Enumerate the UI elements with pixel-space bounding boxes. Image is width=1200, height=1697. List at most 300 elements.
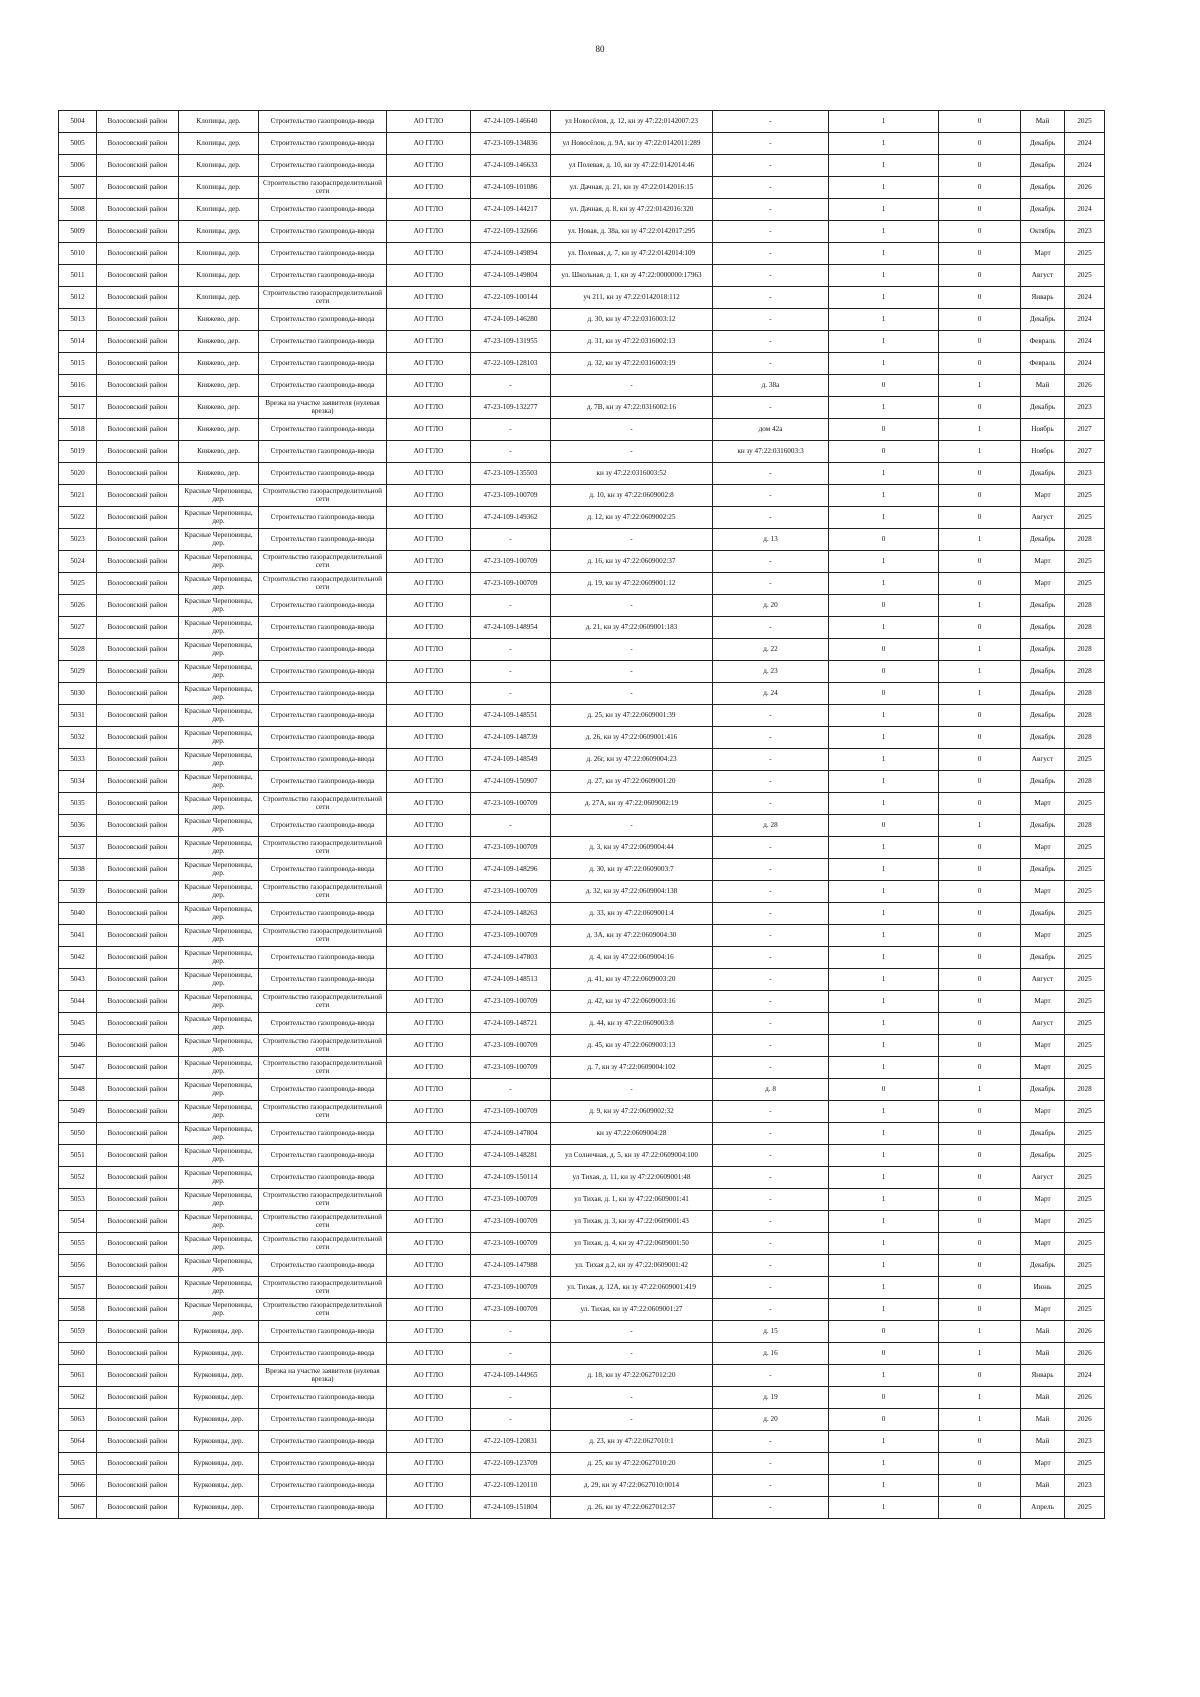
cell-work-type: Строительство газопровода-ввода	[259, 1255, 387, 1277]
cell-month: Май	[1021, 1387, 1065, 1409]
cell-count-a: 0	[829, 1343, 939, 1365]
cell-row-number: 5044	[59, 991, 97, 1013]
cell-address-cadastral: -	[551, 1387, 713, 1409]
cell-settlement: Курковицы, дер.	[179, 1365, 259, 1387]
cell-house-number: д. 15	[713, 1321, 829, 1343]
cell-settlement: Красные Череповицы, дер.	[179, 815, 259, 837]
cell-settlement: Клопицы, дер.	[179, 155, 259, 177]
cell-month: Май	[1021, 1343, 1065, 1365]
cell-row-number: 5053	[59, 1189, 97, 1211]
cell-month: Декабрь	[1021, 683, 1065, 705]
cell-count-a: 1	[829, 199, 939, 221]
table-row	[59, 1035, 1105, 1057]
cell-settlement: Красные Череповицы, дер.	[179, 1233, 259, 1255]
cell-settlement: Княжево, дер.	[179, 419, 259, 441]
cell-house-number: -	[713, 1475, 829, 1497]
cell-count-a: 1	[829, 881, 939, 903]
cell-row-number: 5018	[59, 419, 97, 441]
table-row	[59, 1057, 1105, 1079]
cell-house-number: дом 42а	[713, 419, 829, 441]
cell-year: 2025	[1065, 881, 1105, 903]
cell-work-type: Строительство газопровода-ввода	[259, 441, 387, 463]
cell-month: Декабрь	[1021, 177, 1065, 199]
table-row	[59, 815, 1105, 837]
cell-application-number: 47-23-109-100709	[471, 793, 551, 815]
cell-year: 2025	[1065, 925, 1105, 947]
cell-district: Волосовский район	[97, 859, 179, 881]
cell-application-number: 47-24-109-147804	[471, 1123, 551, 1145]
cell-work-type: Строительство газораспределительной сети	[259, 573, 387, 595]
cell-work-type: Строительство газораспределительной сети	[259, 881, 387, 903]
cell-month: Май	[1021, 1431, 1065, 1453]
cell-work-type: Строительство газопровода-ввода	[259, 155, 387, 177]
table-row	[59, 1431, 1105, 1453]
cell-row-number: 5024	[59, 551, 97, 573]
cell-month: Декабрь	[1021, 1123, 1065, 1145]
table-row	[59, 155, 1105, 177]
cell-house-number: -	[713, 133, 829, 155]
cell-address-cadastral: д. 44, кн зу 47:22:0609003:8	[551, 1013, 713, 1035]
cell-month: Март	[1021, 1211, 1065, 1233]
cell-work-type: Строительство газораспределительной сети	[259, 1057, 387, 1079]
cell-count-b: 0	[939, 771, 1021, 793]
cell-application-number: 47-23-109-100709	[471, 1233, 551, 1255]
cell-year: 2028	[1065, 815, 1105, 837]
cell-organization: АО ГГЛО	[387, 1431, 471, 1453]
cell-house-number: -	[713, 551, 829, 573]
cell-address-cadastral: д. 30, кн зу 47:22:0609003:7	[551, 859, 713, 881]
cell-address-cadastral: -	[551, 661, 713, 683]
cell-settlement: Курковицы, дер.	[179, 1387, 259, 1409]
cell-count-b: 0	[939, 287, 1021, 309]
cell-application-number: 47-24-109-146280	[471, 309, 551, 331]
cell-organization: АО ГГЛО	[387, 815, 471, 837]
cell-application-number: 47-23-109-131955	[471, 331, 551, 353]
cell-house-number: -	[713, 1453, 829, 1475]
cell-settlement: Красные Череповицы, дер.	[179, 727, 259, 749]
cell-address-cadastral: -	[551, 529, 713, 551]
cell-settlement: Красные Череповицы, дер.	[179, 595, 259, 617]
cell-month: Май	[1021, 1321, 1065, 1343]
cell-district: Волосовский район	[97, 1167, 179, 1189]
cell-count-a: 1	[829, 287, 939, 309]
cell-organization: АО ГГЛО	[387, 375, 471, 397]
cell-district: Волосовский район	[97, 881, 179, 903]
cell-settlement: Красные Череповицы, дер.	[179, 859, 259, 881]
cell-address-cadastral: д. 16, кн зу 47:22:0609002:37	[551, 551, 713, 573]
cell-settlement: Красные Череповицы, дер.	[179, 661, 259, 683]
cell-month: Декабрь	[1021, 133, 1065, 155]
cell-house-number: д. 16	[713, 1343, 829, 1365]
cell-district: Волосовский район	[97, 1343, 179, 1365]
cell-organization: АО ГГЛО	[387, 265, 471, 287]
cell-application-number: 47-24-109-148954	[471, 617, 551, 639]
cell-year: 2025	[1065, 793, 1105, 815]
cell-row-number: 5013	[59, 309, 97, 331]
cell-address-cadastral: д. 26г, кн зу 47:22:0609004:23	[551, 749, 713, 771]
cell-district: Волосовский район	[97, 1101, 179, 1123]
cell-count-b: 0	[939, 1475, 1021, 1497]
cell-work-type: Строительство газораспределительной сети	[259, 1101, 387, 1123]
cell-organization: АО ГГЛО	[387, 749, 471, 771]
cell-organization: АО ГГЛО	[387, 1453, 471, 1475]
cell-count-a: 1	[829, 1101, 939, 1123]
cell-district: Волосовский район	[97, 1431, 179, 1453]
cell-work-type: Строительство газопровода-ввода	[259, 331, 387, 353]
cell-organization: АО ГГЛО	[387, 1211, 471, 1233]
cell-row-number: 5065	[59, 1453, 97, 1475]
table-row	[59, 727, 1105, 749]
cell-month: Октябрь	[1021, 221, 1065, 243]
cell-address-cadastral: д. 25, кн зу 47:22:0627010:20	[551, 1453, 713, 1475]
cell-application-number: 47-23-109-100709	[471, 573, 551, 595]
cell-row-number: 5055	[59, 1233, 97, 1255]
cell-house-number: д. 19	[713, 1387, 829, 1409]
cell-count-a: 1	[829, 903, 939, 925]
cell-year: 2025	[1065, 1453, 1105, 1475]
cell-application-number: 47-23-109-100709	[471, 1299, 551, 1321]
cell-address-cadastral: д. 31, кн зу 47:22:0316002:13	[551, 331, 713, 353]
cell-organization: АО ГГЛО	[387, 595, 471, 617]
cell-house-number: -	[713, 1497, 829, 1519]
cell-address-cadastral: -	[551, 683, 713, 705]
cell-settlement: Красные Череповицы, дер.	[179, 1101, 259, 1123]
cell-settlement: Красные Череповицы, дер.	[179, 573, 259, 595]
cell-district: Волосовский район	[97, 331, 179, 353]
cell-application-number: -	[471, 595, 551, 617]
cell-address-cadastral: ул. Тихая д.2, кн зу 47:22:0609001:42	[551, 1255, 713, 1277]
cell-month: Февраль	[1021, 353, 1065, 375]
cell-work-type: Строительство газопровода-ввода	[259, 463, 387, 485]
cell-address-cadastral: -	[551, 1343, 713, 1365]
cell-settlement: Красные Череповицы, дер.	[179, 969, 259, 991]
cell-count-a: 1	[829, 1123, 939, 1145]
cell-district: Волосовский район	[97, 1079, 179, 1101]
cell-count-a: 0	[829, 683, 939, 705]
cell-count-b: 0	[939, 1057, 1021, 1079]
cell-organization: АО ГГЛО	[387, 1409, 471, 1431]
cell-district: Волосовский район	[97, 969, 179, 991]
cell-settlement: Красные Череповицы, дер.	[179, 639, 259, 661]
cell-month: Декабрь	[1021, 771, 1065, 793]
cell-count-b: 0	[939, 859, 1021, 881]
cell-organization: АО ГГЛО	[387, 221, 471, 243]
cell-house-number: -	[713, 881, 829, 903]
cell-house-number: -	[713, 111, 829, 133]
cell-district: Волосовский район	[97, 529, 179, 551]
cell-row-number: 5047	[59, 1057, 97, 1079]
cell-month: Май	[1021, 375, 1065, 397]
cell-count-a: 1	[829, 771, 939, 793]
cell-application-number: 47-24-109-149362	[471, 507, 551, 529]
cell-year: 2025	[1065, 1167, 1105, 1189]
cell-row-number: 5050	[59, 1123, 97, 1145]
cell-house-number: -	[713, 243, 829, 265]
cell-address-cadastral: -	[551, 1079, 713, 1101]
cell-row-number: 5022	[59, 507, 97, 529]
table-row	[59, 771, 1105, 793]
cell-count-b: 0	[939, 353, 1021, 375]
cell-address-cadastral: д. 26, кн зу 47:22:0627012:37	[551, 1497, 713, 1519]
cell-count-b: 0	[939, 199, 1021, 221]
table-row	[59, 331, 1105, 353]
cell-row-number: 5060	[59, 1343, 97, 1365]
cell-row-number: 5025	[59, 573, 97, 595]
cell-settlement: Красные Череповицы, дер.	[179, 485, 259, 507]
cell-district: Волосовский район	[97, 1365, 179, 1387]
cell-month: Декабрь	[1021, 727, 1065, 749]
cell-application-number: 47-24-109-101086	[471, 177, 551, 199]
cell-settlement: Княжево, дер.	[179, 441, 259, 463]
cell-house-number: -	[713, 1057, 829, 1079]
cell-district: Волосовский район	[97, 705, 179, 727]
cell-organization: АО ГГЛО	[387, 1475, 471, 1497]
cell-district: Волосовский район	[97, 1189, 179, 1211]
table-row	[59, 859, 1105, 881]
cell-organization: АО ГГЛО	[387, 991, 471, 1013]
cell-application-number: 47-23-109-100709	[471, 1057, 551, 1079]
cell-district: Волосовский район	[97, 1321, 179, 1343]
cell-application-number: -	[471, 1321, 551, 1343]
cell-row-number: 5019	[59, 441, 97, 463]
cell-organization: АО ГГЛО	[387, 1189, 471, 1211]
table-row	[59, 1277, 1105, 1299]
cell-month: Август	[1021, 749, 1065, 771]
cell-month: Декабрь	[1021, 859, 1065, 881]
cell-year: 2023	[1065, 221, 1105, 243]
cell-month: Март	[1021, 573, 1065, 595]
cell-year: 2025	[1065, 1123, 1105, 1145]
cell-row-number: 5031	[59, 705, 97, 727]
cell-count-a: 1	[829, 573, 939, 595]
cell-work-type: Строительство газопровода-ввода	[259, 1167, 387, 1189]
table-row	[59, 441, 1105, 463]
table-row	[59, 551, 1105, 573]
cell-address-cadastral: д. 19, кн зу 47:22:0609001:12	[551, 573, 713, 595]
cell-house-number: -	[713, 705, 829, 727]
cell-row-number: 5063	[59, 1409, 97, 1431]
table-row	[59, 705, 1105, 727]
cell-count-a: 1	[829, 1299, 939, 1321]
table-row	[59, 507, 1105, 529]
cell-count-a: 1	[829, 507, 939, 529]
table-row	[59, 1079, 1105, 1101]
cell-row-number: 5067	[59, 1497, 97, 1519]
cell-organization: АО ГГЛО	[387, 837, 471, 859]
cell-organization: АО ГГЛО	[387, 771, 471, 793]
cell-district: Волосовский район	[97, 1057, 179, 1079]
cell-district: Волосовский район	[97, 441, 179, 463]
cell-district: Волосовский район	[97, 419, 179, 441]
cell-application-number: 47-23-109-100709	[471, 1277, 551, 1299]
cell-count-a: 1	[829, 111, 939, 133]
cell-count-b: 0	[939, 1233, 1021, 1255]
cell-count-a: 1	[829, 1233, 939, 1255]
cell-address-cadastral: д. 27А, кн зу 47:22:0609002:19	[551, 793, 713, 815]
cell-settlement: Княжево, дер.	[179, 331, 259, 353]
cell-count-a: 1	[829, 727, 939, 749]
cell-organization: АО ГГЛО	[387, 485, 471, 507]
cell-year: 2027	[1065, 441, 1105, 463]
cell-work-type: Строительство газораспределительной сети	[259, 1189, 387, 1211]
cell-settlement: Красные Череповицы, дер.	[179, 551, 259, 573]
cell-house-number: -	[713, 727, 829, 749]
cell-settlement: Княжево, дер.	[179, 397, 259, 419]
cell-year: 2028	[1065, 661, 1105, 683]
cell-year: 2025	[1065, 507, 1105, 529]
cell-address-cadastral: д. 3А, кн зу 47:22:0609004:30	[551, 925, 713, 947]
cell-month: Январь	[1021, 287, 1065, 309]
cell-row-number: 5012	[59, 287, 97, 309]
cell-district: Волосовский район	[97, 1035, 179, 1057]
cell-house-number: -	[713, 1431, 829, 1453]
cell-row-number: 5005	[59, 133, 97, 155]
cell-month: Март	[1021, 1035, 1065, 1057]
cell-settlement: Княжево, дер.	[179, 375, 259, 397]
cell-house-number: д. 8	[713, 1079, 829, 1101]
cell-house-number: д. 22	[713, 639, 829, 661]
cell-row-number: 5035	[59, 793, 97, 815]
cell-count-a: 1	[829, 859, 939, 881]
cell-count-b: 0	[939, 133, 1021, 155]
cell-work-type: Строительство газораспределительной сети	[259, 177, 387, 199]
table-row	[59, 1233, 1105, 1255]
cell-application-number: 47-23-109-100709	[471, 551, 551, 573]
cell-application-number: 47-23-109-100709	[471, 1189, 551, 1211]
cell-settlement: Красные Череповицы, дер.	[179, 1211, 259, 1233]
cell-work-type: Строительство газопровода-ввода	[259, 1321, 387, 1343]
cell-district: Волосовский район	[97, 1299, 179, 1321]
cell-house-number: -	[713, 947, 829, 969]
cell-organization: АО ГГЛО	[387, 309, 471, 331]
cell-application-number: 47-23-109-100709	[471, 837, 551, 859]
cell-month: Декабрь	[1021, 463, 1065, 485]
cell-row-number: 5010	[59, 243, 97, 265]
cell-district: Волосовский район	[97, 1145, 179, 1167]
cell-district: Волосовский район	[97, 617, 179, 639]
cell-year: 2024	[1065, 155, 1105, 177]
cell-organization: АО ГГЛО	[387, 969, 471, 991]
cell-application-number: 47-24-109-149804	[471, 265, 551, 287]
cell-house-number: -	[713, 155, 829, 177]
cell-year: 2025	[1065, 1255, 1105, 1277]
table-row	[59, 947, 1105, 969]
cell-house-number: -	[713, 309, 829, 331]
cell-work-type: Строительство газопровода-ввода	[259, 353, 387, 375]
cell-row-number: 5036	[59, 815, 97, 837]
cell-work-type: Строительство газопровода-ввода	[259, 947, 387, 969]
cell-application-number: 47-24-109-148721	[471, 1013, 551, 1035]
cell-row-number: 5014	[59, 331, 97, 353]
table-row	[59, 595, 1105, 617]
cell-house-number: -	[713, 485, 829, 507]
cell-count-a: 1	[829, 353, 939, 375]
cell-application-number: 47-22-109-120831	[471, 1431, 551, 1453]
cell-organization: АО ГГЛО	[387, 507, 471, 529]
cell-year: 2025	[1065, 1057, 1105, 1079]
cell-month: Март	[1021, 1453, 1065, 1475]
cell-house-number: -	[713, 1233, 829, 1255]
cell-work-type: Строительство газопровода-ввода	[259, 309, 387, 331]
table-row	[59, 991, 1105, 1013]
cell-row-number: 5051	[59, 1145, 97, 1167]
cell-district: Волосовский район	[97, 837, 179, 859]
cell-district: Волосовский район	[97, 1233, 179, 1255]
cell-address-cadastral: ул. Тихая, кн зу 47:22:0609001:27	[551, 1299, 713, 1321]
table-row	[59, 661, 1105, 683]
cell-settlement: Клопицы, дер.	[179, 111, 259, 133]
cell-address-cadastral: д. 12, кн зу 47:22:0609002:25	[551, 507, 713, 529]
cell-count-a: 1	[829, 331, 939, 353]
cell-count-a: 0	[829, 375, 939, 397]
cell-count-a: 0	[829, 639, 939, 661]
cell-application-number: -	[471, 441, 551, 463]
cell-row-number: 5015	[59, 353, 97, 375]
cell-year: 2024	[1065, 199, 1105, 221]
cell-work-type: Строительство газопровода-ввода	[259, 419, 387, 441]
table-row	[59, 1211, 1105, 1233]
cell-district: Волосовский район	[97, 1211, 179, 1233]
cell-count-b: 0	[939, 749, 1021, 771]
cell-application-number: 47-24-109-147988	[471, 1255, 551, 1277]
cell-settlement: Княжево, дер.	[179, 309, 259, 331]
cell-organization: АО ГГЛО	[387, 617, 471, 639]
cell-organization: АО ГГЛО	[387, 903, 471, 925]
cell-year: 2026	[1065, 1409, 1105, 1431]
cell-count-b: 0	[939, 991, 1021, 1013]
cell-district: Волосовский район	[97, 309, 179, 331]
cell-row-number: 5034	[59, 771, 97, 793]
cell-work-type: Строительство газопровода-ввода	[259, 595, 387, 617]
cell-organization: АО ГГЛО	[387, 419, 471, 441]
cell-work-type: Строительство газопровода-ввода	[259, 199, 387, 221]
cell-work-type: Строительство газопровода-ввода	[259, 727, 387, 749]
cell-month: Декабрь	[1021, 397, 1065, 419]
cell-year: 2028	[1065, 727, 1105, 749]
table-row	[59, 969, 1105, 991]
cell-year: 2025	[1065, 111, 1105, 133]
cell-house-number: д. 28	[713, 815, 829, 837]
cell-work-type: Строительство газораспределительной сети	[259, 991, 387, 1013]
table-row	[59, 1123, 1105, 1145]
cell-count-a: 1	[829, 485, 939, 507]
table-row	[59, 1475, 1105, 1497]
cell-count-b: 0	[939, 969, 1021, 991]
cell-district: Волосовский район	[97, 1123, 179, 1145]
cell-count-b: 0	[939, 1453, 1021, 1475]
cell-work-type: Строительство газопровода-ввода	[259, 265, 387, 287]
cell-district: Волосовский район	[97, 111, 179, 133]
cell-month: Март	[1021, 1299, 1065, 1321]
cell-organization: АО ГГЛО	[387, 111, 471, 133]
cell-district: Волосовский район	[97, 639, 179, 661]
cell-district: Волосовский район	[97, 573, 179, 595]
cell-work-type: Строительство газопровода-ввода	[259, 111, 387, 133]
cell-count-b: 0	[939, 705, 1021, 727]
cell-application-number: -	[471, 419, 551, 441]
cell-count-b: 0	[939, 265, 1021, 287]
cell-year: 2025	[1065, 947, 1105, 969]
table-row	[59, 529, 1105, 551]
cell-district: Волосовский район	[97, 661, 179, 683]
cell-address-cadastral: ул. Дачная, д. 8, кн зу 47:22:0142016:320	[551, 199, 713, 221]
cell-house-number: -	[713, 771, 829, 793]
cell-count-b: 0	[939, 111, 1021, 133]
cell-month: Март	[1021, 243, 1065, 265]
cell-count-b: 0	[939, 925, 1021, 947]
cell-count-b: 1	[939, 419, 1021, 441]
cell-work-type: Строительство газораспределительной сети	[259, 1211, 387, 1233]
